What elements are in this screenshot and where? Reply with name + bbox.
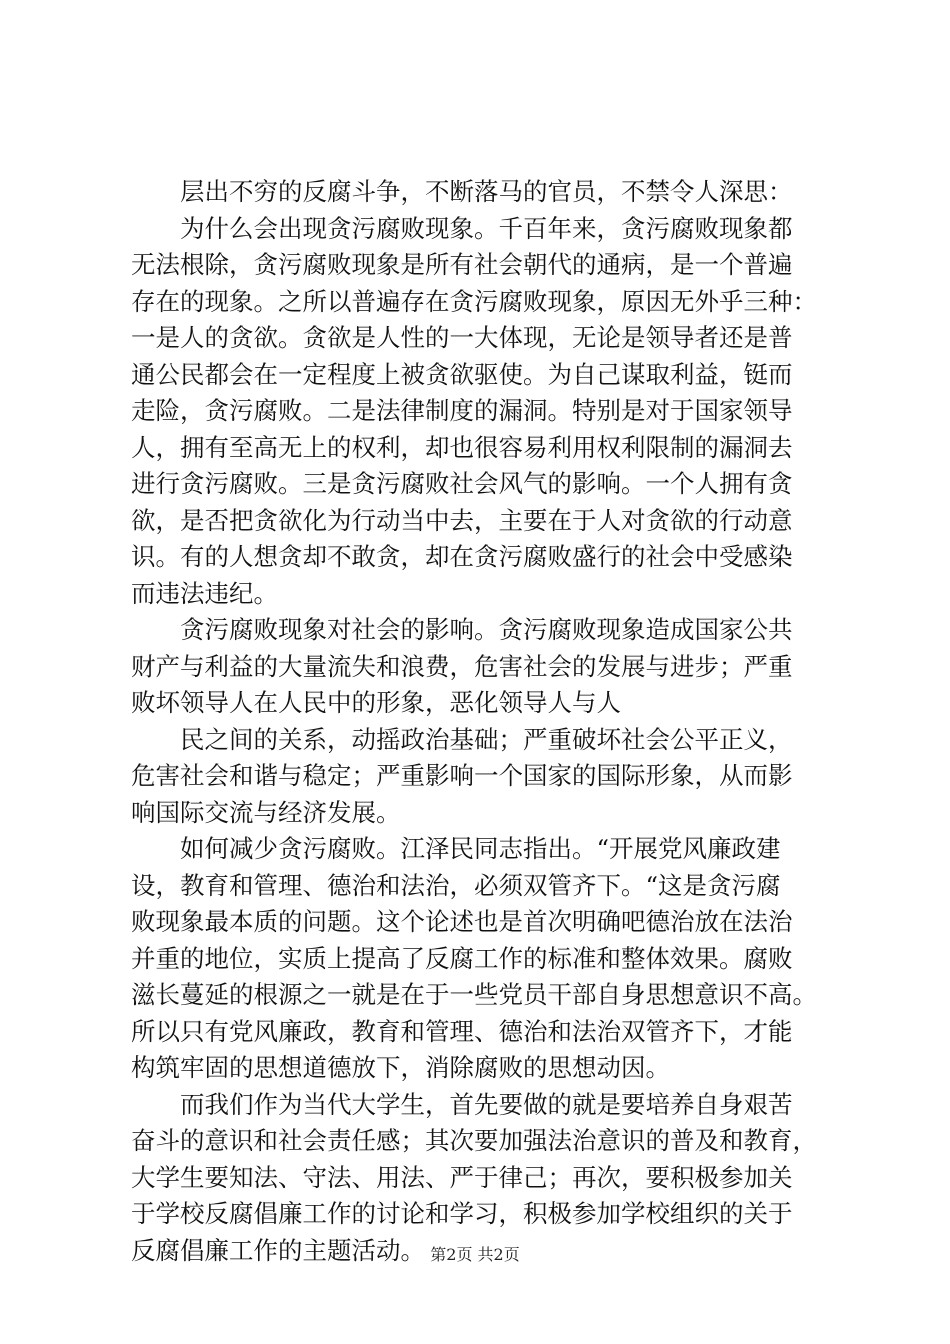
page-footer: 第2页 共2页 [430,1245,520,1264]
text-line: 无法根除，贪污腐败现象是所有社会朝代的通病，是一个普遍 [131,250,793,279]
text-line: 民之间的关系，动摇政治基础；严重破坏社会公平正义， [180,724,793,754]
text-line: 而我们作为当代大学生，首先要做的就是要培养自身艰苦 [180,1089,793,1119]
text-line: 为什么会出现贪污腐败现象。千百年来，贪污腐败现象都 [180,213,793,243]
text-line: 层出不穷的反腐斗争，不断落马的官员，不禁令人深思： [180,177,793,206]
text-line: 人，拥有至高无上的权利，却也很容易利用权利限制的漏洞去 [131,432,793,462]
text-line: 如何减少贪污腐败。江泽民同志指出。“开展党风廉政建 [180,834,781,863]
text-line: 财产与利益的大量流失和浪费，危害社会的发展与进步；严重 [131,651,793,681]
text-line: 所以只有党风廉政，教育和管理、德治和法治双管齐下，才能 [131,1016,793,1046]
text-line: 败现象最本质的问题。这个论述也是首次明确吧德治放在法治 [131,907,793,936]
text-line: 危害社会和谐与稳定；严重影响一个国家的国际形象，从而影 [131,761,793,790]
text-line: 奋斗的意识和社会责任感；其次要加强法治意识的普及和教育， [131,1126,817,1155]
text-line: 响国际交流与经济发展。 [131,797,401,827]
text-line: 走险，贪污腐败。二是法律制度的漏洞。特别是对于国家领导 [131,396,793,425]
text-line: 贪污腐败现象对社会的影响。贪污腐败现象造成国家公共 [180,615,793,644]
text-line: 识。有的人想贪却不敢贪，却在贪污腐败盛行的社会中受感染 [131,542,793,571]
text-line: 败坏领导人在人民中的形象，恶化领导人与人 [131,688,621,717]
text-line: 反腐倡廉工作的主题活动。 [131,1235,425,1265]
text-line: 一是人的贪欲。贪欲是人性的一大体现，无论是领导者还是普 [131,323,793,352]
text-line: 滋长蔓延的根源之一就是在于一些党员干部自身思想意识不高。 [131,980,817,1009]
text-line: 通公民都会在一定程度上被贪欲驱使。为自己谋取利益，铤而 [131,359,793,389]
text-line: 并重的地位，实质上提高了反腐工作的标准和整体效果。腐败 [131,943,793,973]
text-line: 存在的现象。之所以普遍存在贪污腐败现象，原因无外乎三种： [131,286,817,316]
text-line: 进行贪污腐败。三是贪污腐败社会风气的影响。一个人拥有贪 [131,469,793,498]
text-line: 于学校反腐倡廉工作的讨论和学习，积极参加学校组织的关于 [131,1199,793,1228]
text-line: 构筑牢固的思想道德放下，消除腐败的思想动因。 [131,1053,670,1082]
text-line: 大学生要知法、守法、用法、严于律己；再次，要积极参加关 [131,1162,793,1192]
text-line: 设，教育和管理、德治和法治，必须双管齐下。“这是贪污腐 [131,870,781,900]
text-line: 而违法违纪。 [131,578,278,608]
text-line: 欲，是否把贪欲化为行动当中去，主要在于人对贪欲的行动意 [131,505,793,535]
document-body [131,174,831,1269]
